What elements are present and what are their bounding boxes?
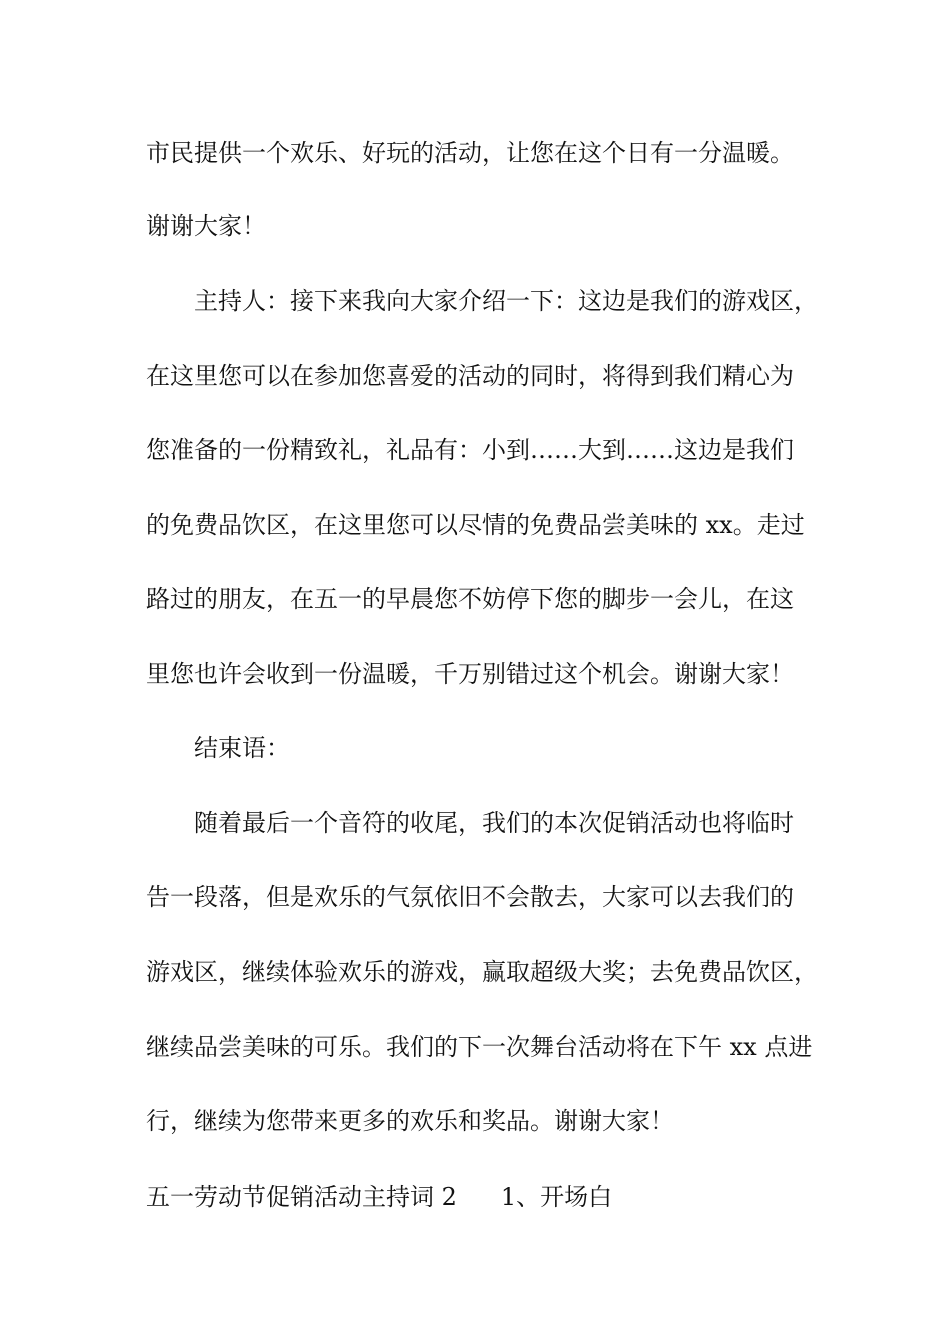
paragraph-line: 谢谢大家！ (146, 212, 266, 240)
paragraph-line: 游戏区，继续体验欢乐的游戏，赢取超级大奖；去免费品饮区， (146, 958, 818, 986)
paragraph-line: 继续品尝美味的可乐。我们的下一次舞台活动将在下午 xx 点进 (146, 1033, 813, 1061)
heading-title: 五一劳动节促销活动主持词 2 (146, 1183, 457, 1211)
paragraph-line: 告一段落，但是欢乐的气氛依旧不会散去，大家可以去我们的 (146, 883, 794, 911)
paragraph-line: 随着最后一个音符的收尾，我们的本次促销活动也将临时 (194, 809, 794, 837)
paragraph-line: 行，继续为您带来更多的欢乐和奖品。谢谢大家！ (146, 1107, 674, 1135)
paragraph-line: 主持人：接下来我向大家介绍一下：这边是我们的游戏区， (194, 287, 818, 315)
paragraph-line: 在这里您可以在参加您喜爱的活动的同时，将得到我们精心为 (146, 362, 794, 390)
paragraph-line: 路过的朋友，在五一的早晨您不妨停下您的脚步一会儿，在这 (146, 585, 794, 613)
paragraph-line: 的免费品饮区，在这里您可以尽情的免费品尝美味的 xx。走过 (146, 511, 805, 539)
section-label: 结束语： (194, 734, 290, 762)
paragraph-line: 市民提供一个欢乐、好玩的活动，让您在这个日有一分温暖。 (146, 139, 794, 167)
paragraph-line: 里您也许会收到一份温暖，千万别错过这个机会。谢谢大家！ (146, 660, 794, 688)
document-heading (146, 1182, 612, 1212)
heading-section: 1、开场白 (500, 1183, 613, 1211)
paragraph-line: 您准备的一份精致礼，礼品有：小到……大到……这边是我们 (146, 436, 794, 464)
